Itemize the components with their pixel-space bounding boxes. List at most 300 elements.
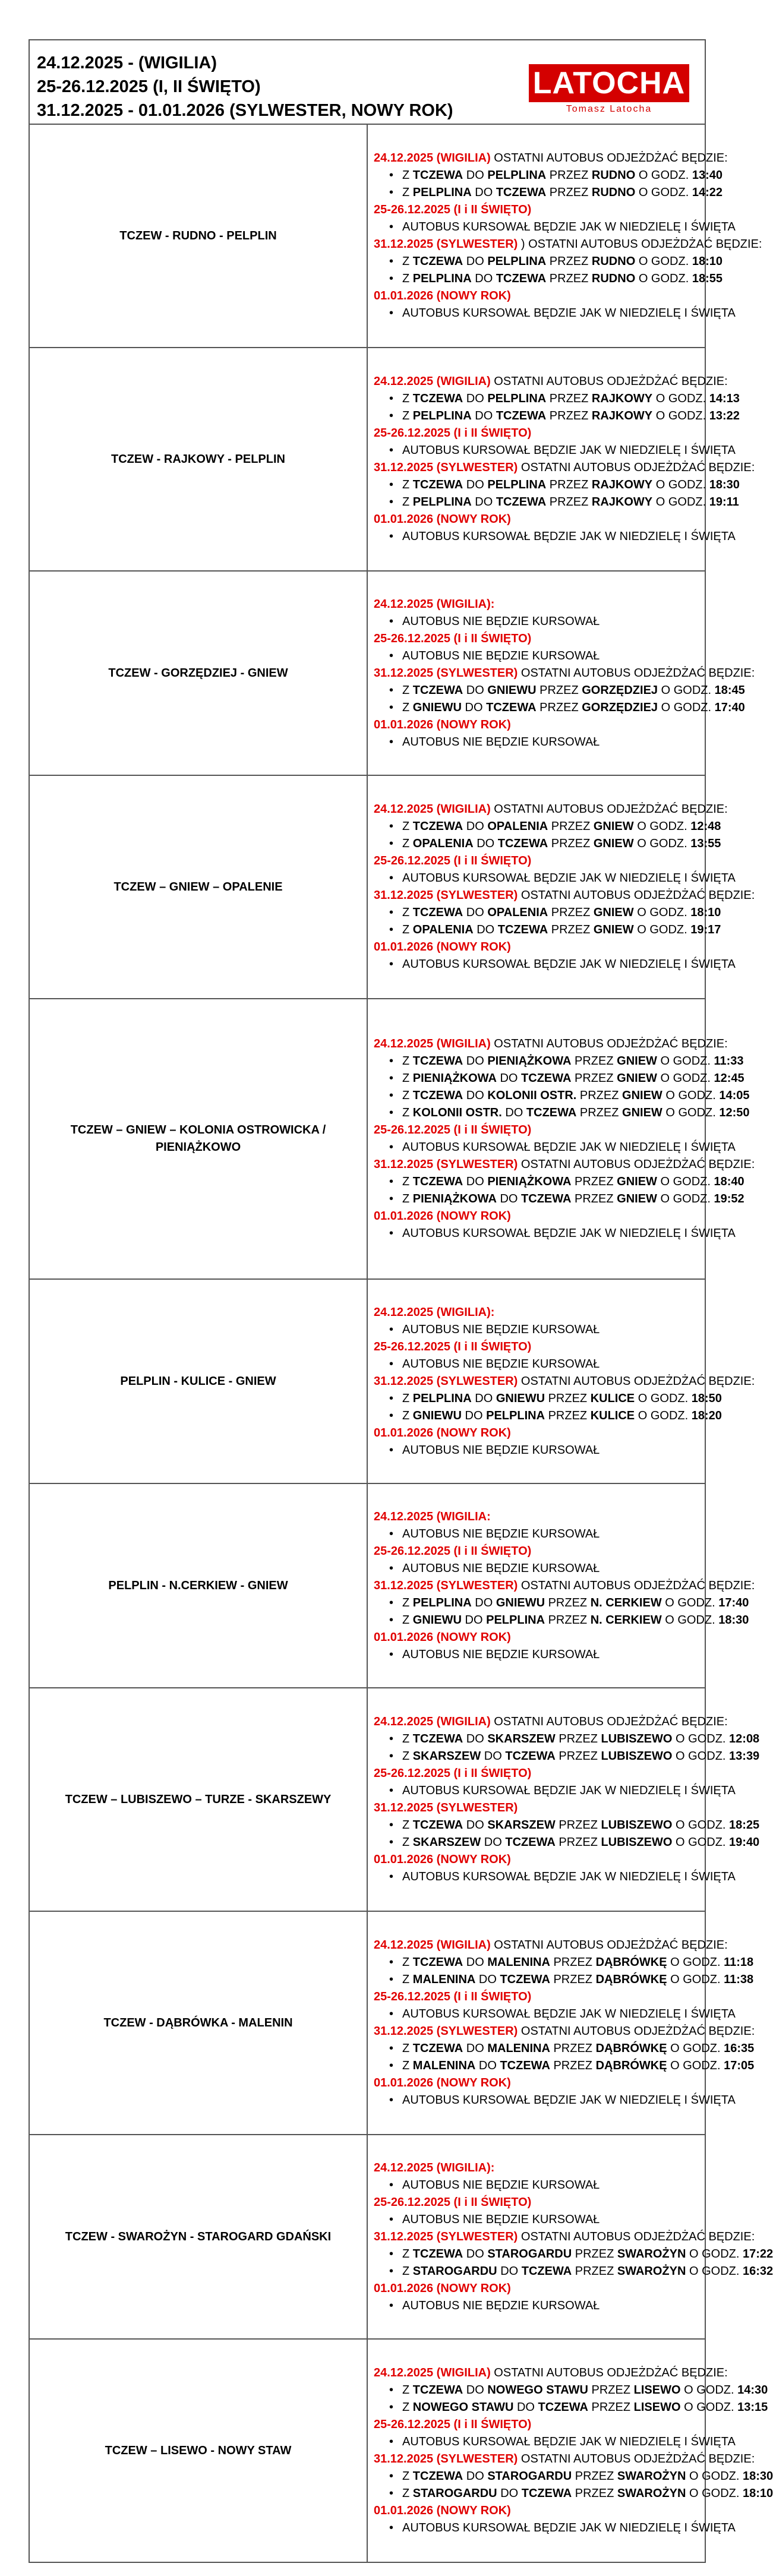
plain-text: DO [481,1750,506,1763]
route-name: TCZEW – GNIEW – OPALENIE [29,775,367,999]
bold-text: LISEWO [633,2401,681,2414]
bold-text: OPALENIA [487,906,548,919]
route-name: TCZEW - RUDNO - PELPLIN [29,124,367,348]
schedule-bullet [374,1612,749,1629]
bold-text: MALENINA [487,1956,550,1969]
plain-text: AUTOBUS NIE BĘDZIE KURSOWAŁ [402,1322,600,1336]
bold-text: 18:10 [743,2487,773,2500]
schedule-bullet [374,2057,755,2075]
bold-text: GNIEW [593,837,634,850]
schedule-day-heading [374,2228,755,2246]
bold-text: TCZEWA [538,2401,588,2414]
bold-text: GNIEWU [487,683,537,697]
bold-text: N. CERKIEW [590,1613,662,1627]
bold-text: 11:33 [714,1055,744,1068]
plain-text: PRZEZ [545,1409,591,1422]
schedule-bullet [374,1225,736,1242]
plain-text: O GODZ. [667,2042,724,2055]
plain-text: Z [402,1819,413,1832]
bold-text: SWAROŻYN [617,2247,686,2261]
bold-text: TCZEWA [412,1819,463,1832]
route-schedule [367,1688,760,1911]
plain-text: DO [475,1973,500,1986]
bold-text: GNIEWU [412,1613,462,1627]
schedule-bullet [374,1321,705,1338]
plain-text: Z [402,1973,413,1986]
plain-text: OSTATNI AUTOBUS ODJEŻDŻAĆ BĘDZIE: [490,151,728,165]
route-name: TCZEW - RAJKOWY - PELPLIN [29,348,367,571]
plain-text: Z [402,2264,413,2278]
date-label: 31.12.2025 (SYLWESTER) [374,2025,518,2038]
schedule-day-heading [374,1373,755,1390]
schedule-day-heading [374,1937,728,1954]
plain-text: Z [402,1106,413,1119]
plain-text: PRZEZ [546,186,592,199]
plain-text: Z [402,1072,413,1085]
latocha-logo [529,64,689,114]
bold-text: PELPLINA [412,495,472,509]
bold-text: TCZEWA [526,1106,577,1119]
plain-text: Z [402,820,413,833]
plain-text: O GODZ. [686,2247,743,2261]
schedule-bullet [374,1560,705,1577]
bold-text: TCZEWA [412,1055,463,1068]
schedule-bullet [374,648,705,665]
plain-text: OSTATNI AUTOBUS ODJEŻDŻAĆ BĘDZIE: [518,2230,755,2243]
plain-text: DO [473,837,498,850]
route-schedule [367,124,762,348]
bold-text: TCZEWA [496,272,547,285]
bold-text: RUDNO [591,255,636,268]
plain-text: PRZEZ [576,1106,623,1119]
plain-text: O GODZ. [672,1819,730,1832]
bold-text: TCZEWA [412,169,463,182]
plain-text: AUTOBUS KURSOWAŁ BĘDZIE JAK W NIEDZIELĘ I ŚWIĘTA [402,307,736,320]
route-name: TCZEW – LUBISZEWO – TURZE - SKARSZEWY [29,1688,367,1911]
plain-text: AUTOBUS KURSOWAŁ BĘDZIE JAK W NIEDZIELĘ I ŚWIĘTA [402,1227,736,1240]
plain-text: O GODZ. [657,1175,714,1188]
plain-text: O GODZ. [686,2264,743,2278]
bold-text: 18:55 [692,272,722,285]
schedule-day-heading [374,2451,755,2468]
bold-text: PIENIĄŻKOWA [412,1192,497,1205]
bold-text: 12:08 [729,1732,760,1745]
bold-text: TCZEWA [412,683,463,697]
date-label: 31.12.2025 (SYLWESTER) [374,1374,518,1388]
plain-text: AUTOBUS NIE BĘDZIE KURSOWAŁ [402,2178,600,2192]
plain-text: AUTOBUS NIE BĘDZIE KURSOWAŁ [402,2212,600,2226]
schedule-bullet [374,494,739,511]
plain-text: DO [463,683,488,697]
plain-text: O GODZ. [672,1836,730,1849]
bold-text: MALENINA [412,1973,476,1986]
plain-text: AUTOBUS NIE BĘDZIE KURSOWAŁ [402,649,600,662]
date-label: 25-26.12.2025 (I i II ŚWIĘTO) [374,2195,532,2209]
plain-text: O GODZ. [686,2470,743,2483]
schedule-bullet [374,1817,760,1834]
holiday-schedule-table [29,39,773,2563]
plain-text: DO [481,1836,506,1849]
plain-text: AUTOBUS NIE BĘDZIE KURSOWAŁ [402,2299,600,2312]
bold-text: 18:30 [743,2470,773,2483]
bold-text: TCZEWA [412,2384,463,2397]
bold-text: 19:52 [714,1192,744,1205]
plain-text: DO [497,2264,522,2278]
bold-text: TCZEWA [412,2247,463,2261]
bold-text: GNIEW [593,923,634,936]
schedule-bullet [374,1053,744,1070]
date-label: 31.12.2025 (SYLWESTER) [374,889,518,902]
schedule-bullet [374,1782,736,1800]
schedule-bullet [374,1191,744,1208]
plain-text: PRZEZ [555,1750,601,1763]
schedule-day-heading [374,425,705,442]
bold-text: 16:32 [743,2264,773,2278]
bold-text: PELPLINA [412,272,472,285]
plain-text: Z [402,2384,413,2397]
plain-text: DO [471,495,496,509]
plain-text: Z [402,1750,413,1763]
bold-text: 18:10 [690,906,721,919]
plain-text: PRZEZ [576,1089,623,1102]
plain-text: Z [402,923,413,936]
bold-text: TCZEWA [412,1732,463,1745]
bold-text: LISEWO [633,2384,681,2397]
bold-text: TCZEWA [412,1175,463,1188]
schedule-day-heading [374,1800,705,1817]
bold-text: PELPLINA [487,478,547,491]
plain-text: O GODZ. [672,1732,730,1745]
route-row [29,2339,705,2562]
plain-text: DO [471,272,496,285]
schedule-day-heading [374,1851,705,1868]
plain-text: PRZEZ [571,1072,617,1085]
plain-text: DO [496,1072,522,1085]
schedule-bullet [374,734,705,751]
bold-text: SKARSZEW [412,1836,481,1849]
plain-text: DO [463,478,488,491]
date-label: 31.12.2025 (SYLWESTER) [374,666,518,680]
schedule-day-heading [374,1304,705,1321]
plain-text: Z [402,478,413,491]
bold-text: 19:17 [690,923,721,936]
schedule-bullet [374,921,721,939]
date-label: 25-26.12.2025 (I i II ŚWIĘTO) [374,632,532,645]
plain-text: PRZEZ [588,2384,634,2397]
date-label: 24.12.2025 (WIGILIA) [374,803,491,816]
date-label: 01.01.2026 (NOWY ROK) [374,289,511,302]
header-row [29,40,705,124]
schedule-bullet [374,305,736,322]
schedule-day-heading [374,1543,705,1560]
schedule-bullet [374,2399,768,2416]
bold-text: NOWEGO STAWU [412,2401,514,2414]
bold-text: GNIEW [622,1106,662,1119]
bold-text: 13:40 [692,169,722,182]
plain-text: Z [402,2470,413,2483]
route-row [29,1279,705,1483]
schedule-day-heading [374,1713,728,1731]
bold-text: GNIEW [622,1089,662,1102]
bold-text: TCZEWA [486,700,537,714]
date-label: 31.12.2025 (SYLWESTER) [374,2452,518,2465]
bold-text: 17:40 [718,1596,749,1609]
plain-text: DO [463,1055,488,1068]
bold-text: 14:13 [709,392,740,405]
plain-text: PRZEZ [546,392,592,405]
bold-text: TCZEWA [412,1956,463,1969]
plain-text: O GODZ. [658,683,715,697]
plain-text: PRZEZ [546,255,592,268]
bold-text: 18:30 [709,478,740,491]
bold-text: OPALENIA [412,923,474,936]
date-label: 01.01.2026 (NOWY ROK) [374,718,511,731]
plain-text: DO [501,1106,526,1119]
plain-text: PRZEZ [546,169,592,182]
bold-text: GNIEW [617,1055,657,1068]
bold-text: MALENINA [487,2042,550,2055]
bold-text: 13:55 [690,837,721,850]
route-name: TCZEW – GNIEW – KOLONIA OSTROWICKA / PIENIĄŻKOWO [29,999,367,1279]
bold-text: 18:20 [691,1409,722,1422]
plain-text: Z [402,1613,413,1627]
plain-text: PRZEZ [572,2264,617,2278]
plain-text: PRZEZ [572,2470,617,2483]
plain-text: Z [402,2487,413,2500]
bold-text: SWAROŻYN [617,2470,686,2483]
plain-text: O GODZ. [658,700,715,714]
bold-text: PELPLINA [487,392,547,405]
schedule-day-heading [374,630,705,648]
plain-text: Z [402,1596,413,1609]
schedule-day-heading [374,1508,705,1526]
schedule-day-heading [374,150,728,167]
bold-text: TCZEWA [412,820,463,833]
schedule-bullet [374,390,740,408]
schedule-day-heading [374,596,705,613]
plain-text: Z [402,1391,413,1405]
date-label: 01.01.2026 (NOWY ROK) [374,1210,511,1223]
plain-text: OSTATNI AUTOBUS ODJEŻDŻAĆ BĘDZIE: [518,1374,755,1388]
plain-text: O GODZ. [661,1596,719,1609]
date-label: 01.01.2026 (NOWY ROK) [374,513,511,526]
plain-text: Z [402,272,413,285]
schedule-day-heading [374,887,755,904]
plain-text: DO [475,2059,500,2072]
plain-text: DO [463,2470,488,2483]
bold-text: 14:05 [719,1089,750,1102]
plain-text: O GODZ. [662,1106,720,1119]
plain-text: O GODZ. [633,923,691,936]
plain-text: OSTATNI AUTOBUS ODJEŻDŻAĆ BĘDZIE: [490,1939,728,1952]
bold-text: 16:35 [724,2042,755,2055]
date-label: 31.12.2025 (SYLWESTER) [374,461,518,474]
schedule-day-heading [374,2075,705,2092]
bold-text: DĄBRÓWKĘ [595,1956,667,1969]
schedule-day-heading [374,1338,705,1356]
schedule-bullet [374,2382,768,2399]
bold-text: LUBISZEWO [601,1732,673,1745]
schedule-day-heading [374,2160,705,2177]
plain-text: PRZEZ [550,2059,596,2072]
plain-text: DO [473,923,498,936]
schedule-bullet [374,2040,755,2057]
plain-text: Z [402,255,413,268]
plain-text: AUTOBUS KURSOWAŁ BĘDZIE JAK W NIEDZIELĘ I ŚWIĘTA [402,2007,736,2021]
schedule-bullet [374,2297,705,2315]
plain-text: Z [402,1409,413,1422]
schedule-bullet [374,2006,736,2023]
date-label: 24.12.2025 (WIGILIA) [374,151,491,165]
route-schedule [367,775,755,999]
plain-text: PRZEZ [545,1596,591,1609]
plain-text: PRZEZ [548,837,594,850]
schedule-bullet [374,1390,722,1407]
schedule-day-heading [374,1629,705,1646]
date-label: 01.01.2026 (NOWY ROK) [374,1853,511,1866]
schedule-bullet [374,1646,705,1663]
schedule-day-heading [374,801,728,818]
plain-text: O GODZ. [686,2487,743,2500]
plain-text: DO [463,2384,488,2397]
plain-text: PRZEZ [545,1613,591,1627]
date-label: 24.12.2025 (WIGILIA) [374,375,491,388]
plain-text: OSTATNI AUTOBUS ODJEŻDŻAĆ BĘDZIE: [518,666,755,680]
date-label: 01.01.2026 (NOWY ROK) [374,1426,511,1439]
bold-text: DĄBRÓWKĘ [595,2059,667,2072]
plain-text: ) OSTATNI AUTOBUS ODJEŻDŻAĆ BĘDZIE: [518,238,762,251]
bold-text: DĄBRÓWKĘ [595,1973,667,1986]
plain-text: OSTATNI AUTOBUS ODJEŻDŻAĆ BĘDZIE: [490,1715,728,1728]
route-name: TCZEW - SWAROŻYN - STAROGARD GDAŃSKI [29,2135,367,2339]
bold-text: PIENIĄŻKOWA [487,1175,572,1188]
plain-text: Z [402,1732,413,1745]
bold-text: KULICE [590,1391,635,1405]
schedule-bullet [374,2468,773,2485]
schedule-bullet [374,2520,736,2537]
schedule-bullet [374,184,722,201]
date-label: 31.12.2025 (SYLWESTER) [374,1579,518,1592]
bold-text: DĄBRÓWKĘ [595,2042,667,2055]
bold-text: TCZEWA [500,1973,550,1986]
schedule-day-heading [374,716,705,734]
schedule-bullet [374,167,722,184]
route-name: TCZEW – LISEWO - NOWY STAW [29,2339,367,2562]
bold-text: TCZEWA [412,255,463,268]
schedule-day-heading [374,1425,705,1442]
header-dates [37,51,453,122]
bold-text: 12:50 [719,1106,750,1119]
bold-text: SWAROŻYN [617,2264,686,2278]
route-row [29,2135,705,2339]
date-label: 24.12.2025 (WIGILIA) [374,1715,491,1728]
bold-text: 13:15 [737,2401,768,2414]
plain-text: OSTATNI AUTOBUS ODJEŻDŻAĆ BĘDZIE: [490,803,728,816]
bold-text: TCZEWA [521,1192,572,1205]
plain-text: AUTOBUS NIE BĘDZIE KURSOWAŁ [402,1647,600,1661]
route-schedule [367,571,755,775]
route-row [29,999,705,1279]
schedule-bullet [374,904,721,921]
plain-text: O GODZ. [652,392,709,405]
plain-text: DO [471,1596,496,1609]
plain-text: Z [402,2042,413,2055]
plain-text: DO [471,186,496,199]
plain-text: O GODZ. [657,1055,714,1068]
schedule-day-heading [374,236,762,253]
bold-text: 12:48 [690,820,721,833]
date-label: 24.12.2025 (WIGILIA): [374,2161,495,2174]
plain-text: AUTOBUS KURSOWAŁ BĘDZIE JAK W NIEDZIELĘ I ŚWIĘTA [402,872,736,885]
date-label: 01.01.2026 (NOWY ROK) [374,940,511,954]
schedule-bullet [374,1595,749,1612]
bold-text: 14:30 [737,2384,768,2397]
plain-text: PRZEZ [555,1819,601,1832]
bold-text: RAJKOWY [591,495,653,509]
route-row [29,775,705,999]
bold-text: TCZEWA [496,186,547,199]
bold-text: TCZEWA [521,1072,572,1085]
schedule-day-heading [374,2502,705,2520]
plain-text: AUTOBUS KURSOWAŁ BĘDZIE JAK W NIEDZIELĘ I ŚWIĘTA [402,444,736,457]
bold-text: 17:05 [724,2059,755,2072]
plain-text: OSTATNI AUTOBUS ODJEŻDŻAĆ BĘDZIE: [490,375,728,388]
bold-text: 18:10 [692,255,722,268]
plain-text: Z [402,683,413,697]
bold-text: GNIEW [593,906,634,919]
schedule-day-heading [374,1208,705,1225]
bold-text: 17:40 [714,700,745,714]
plain-text: O GODZ. [633,906,691,919]
bold-text: SKARSZEW [487,1819,556,1832]
bold-text: GNIEW [617,1072,657,1085]
plain-text: Z [402,906,413,919]
plain-text: Z [402,1192,413,1205]
bold-text: PELPLINA [412,409,472,422]
date-label: 01.01.2026 (NOWY ROK) [374,1630,511,1644]
plain-text: DO [463,392,488,405]
bold-text: GNIEW [593,820,634,833]
bold-text: PELPLINA [486,1613,545,1627]
bold-text: TCZEWA [496,495,547,509]
bold-text: 18:25 [729,1819,760,1832]
plain-text: DO [463,2247,488,2261]
schedule-bullet [374,270,722,288]
plain-text: PRZEZ [571,1175,617,1188]
plain-text: OSTATNI AUTOBUS ODJEŻDŻAĆ BĘDZIE: [518,2452,755,2465]
schedule-bullet [374,442,736,459]
schedule-day-heading [374,1577,755,1595]
bold-text: STAROGARDU [487,2470,572,2483]
bold-text: TCZEWA [497,923,548,936]
date-label: 31.12.2025 (SYLWESTER) [374,1158,518,1171]
plain-text: Z [402,186,413,199]
plain-text: O GODZ. [652,495,709,509]
bold-text: PELPLINA [486,1409,545,1422]
plain-text: DO [462,700,487,714]
plain-text: AUTOBUS NIE BĘDZIE KURSOWAŁ [402,614,600,628]
plain-text: Z [402,1836,413,1849]
date-label: 24.12.2025 (WIGILIA) [374,2366,491,2379]
plain-text: DO [471,409,496,422]
plain-text: Z [402,1089,413,1102]
bold-text: PELPLINA [412,1596,472,1609]
bold-text: PIENIĄŻKOWA [487,1055,572,1068]
bold-text: GNIEWU [496,1391,545,1405]
bold-text: 18:30 [718,1613,749,1627]
bold-text: GNIEWU [496,1596,545,1609]
plain-text: O GODZ. [635,1391,692,1405]
